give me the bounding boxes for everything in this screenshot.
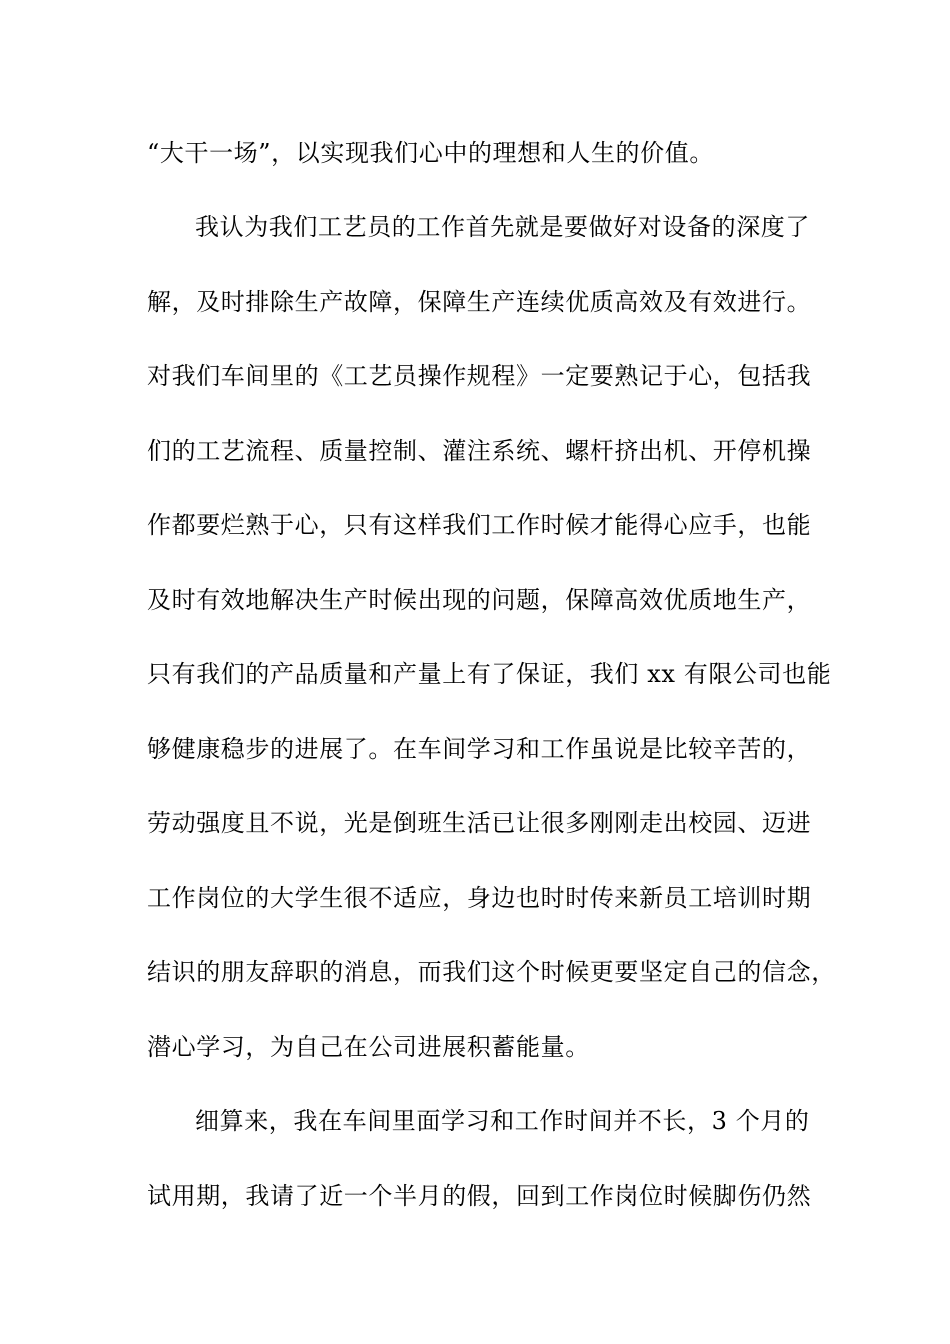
paragraph-line: 试用期，我请了近一个半月的假，回到工作岗位时候脚伤仍然 (147, 1182, 812, 1210)
paragraph-line: 及时有效地解决生产时候出现的问题，保障高效优质地生产， (147, 586, 812, 614)
paragraph-line: 结识的朋友辞职的消息，而我们这个时候更要坚定自己的信念， (147, 958, 836, 986)
paragraph-line: “大干一场”，以实现我们心中的理想和人生的价值。 (147, 139, 714, 167)
paragraph-line: 只有我们的产品质量和产量上有了保证，我们 xx 有限公司也能 (147, 660, 832, 688)
paragraph-line: 潜心学习，为自己在公司进展积蓄能量。 (147, 1033, 590, 1061)
paragraph-line: 解，及时排除生产故障，保障生产连续优质高效及有效进行。 (147, 288, 812, 316)
paragraph-line: 们的工艺流程、质量控制、灌注系统、螺杆挤出机、开停机操 (147, 437, 812, 465)
paragraph-line: 够健康稳步的进展了。在车间学习和工作虽说是比较辛苦的， (147, 735, 812, 763)
paragraph-line: 对我们车间里的《工艺员操作规程》一定要熟记于心，包括我 (147, 362, 812, 390)
paragraph-line: 作都要烂熟于心，只有这样我们工作时候才能得心应手，也能 (147, 511, 812, 539)
paragraph-line: 工作岗位的大学生很不适应，身边也时时传来新员工培训时期 (147, 884, 812, 912)
paragraph-line: 细算来，我在车间里面学习和工作时间并不长，3 个月的 (195, 1107, 810, 1135)
paragraph-line: 劳动强度且不说，光是倒班生活已让很多刚刚走出校园、迈进 (147, 809, 812, 837)
paragraph-line: 我认为我们工艺员的工作首先就是要做好对设备的深度了 (195, 213, 810, 241)
